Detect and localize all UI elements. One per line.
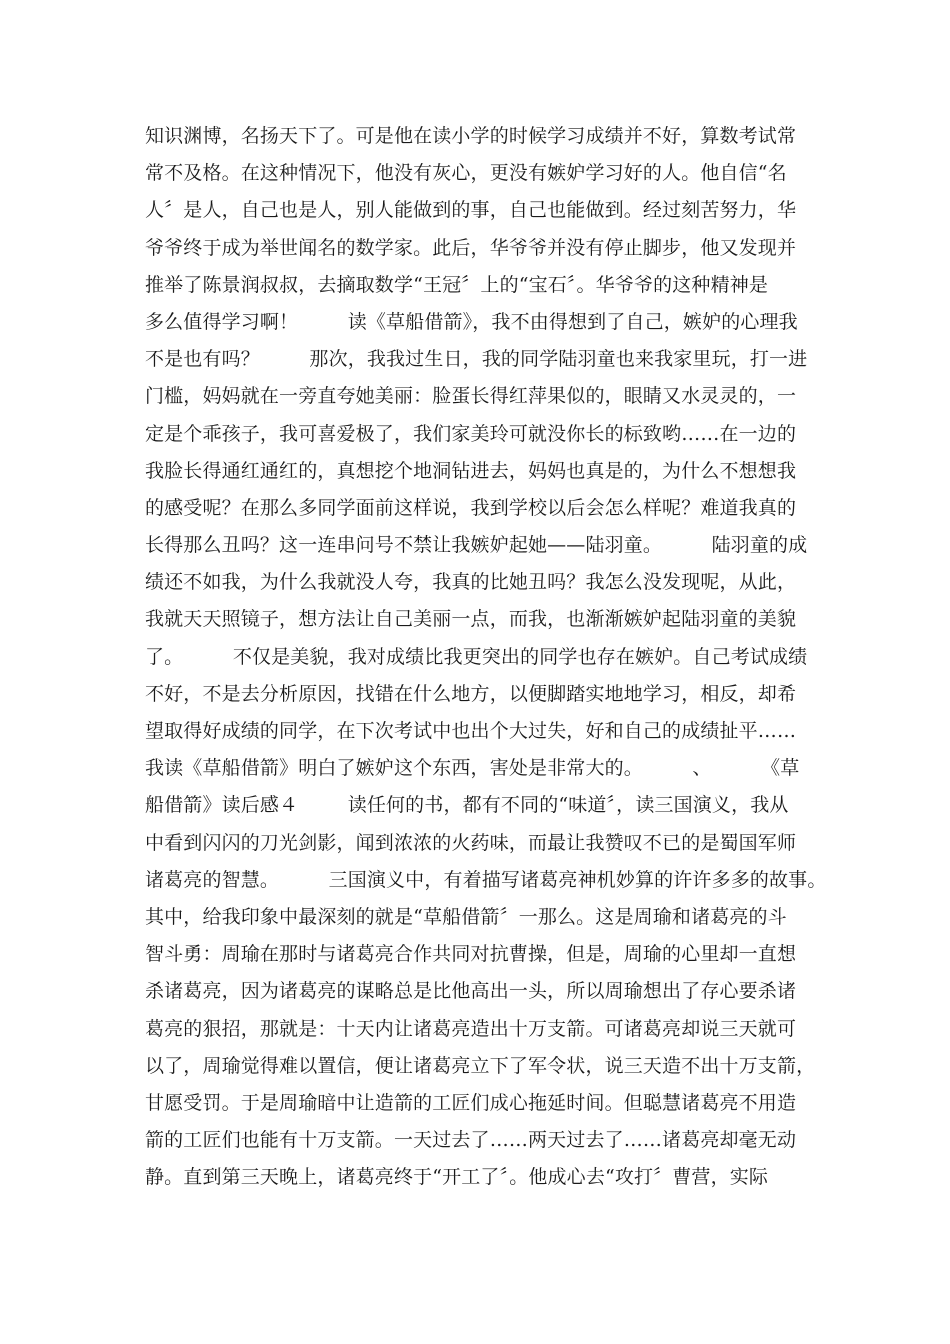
text-line: 多么值得学习啊！ 读《草船借箭》，我不由得想到了自己，嫉妒的心理我 bbox=[145, 310, 798, 333]
text-line: 我读《草船借箭》明白了嫉妒这个东西，害处是非常大的。 、 《草 bbox=[145, 757, 800, 780]
text-line: 知识渊博，名扬天下了。可是他在读小学的时候学习成绩并不好，算数考试常 bbox=[145, 125, 797, 147]
text-line: 人〞是人，自己也是人，别人能做到的事，自己也能做到。经过刻苦努力，华 bbox=[145, 199, 797, 222]
text-line: 不好，不是去分析原因，找错在什么地方，以便脚踏实地地学习，相反，却希 bbox=[145, 682, 797, 705]
text-line: 望取得好成绩的同学，在下次考试中也出个大过失，好和自己的成绩扯平…… bbox=[145, 720, 797, 742]
text-line: 的感受呢？在那么多同学面前这样说，我到学校以后会怎么样呢？难道我真的 bbox=[145, 496, 797, 519]
text-line: 葛亮的狠招，那就是：十天内让诸葛亮造出十万支箭。可诸葛亮却说三天就可 bbox=[145, 1017, 797, 1040]
text-line: 爷爷终于成为举世闻名的数学家。此后，华爷爷并没有停止脚步，他又发现并 bbox=[145, 236, 797, 259]
text-line: 船借箭》读后感４ 读任何的书，都有不同的“味道〞，读三国演义，我从 bbox=[145, 794, 789, 817]
text-line: 诸葛亮的智慧。 三国演义中，有着描写诸葛亮神机妙算的许许多多的故事。 bbox=[145, 868, 827, 891]
text-line: 智斗勇：周瑜在那时与诸葛亮合作共同对抗曹操，但是，周瑜的心里却一直想 bbox=[145, 943, 797, 966]
text-line: 杀诸葛亮，因为诸葛亮的谋略总是比他高出一头，所以周瑜想出了存心要杀诸 bbox=[145, 980, 797, 1003]
text-line: 甘愿受罚。于是周瑜暗中让造箭的工匠们成心拖延时间。但聪慧诸葛亮不用造 bbox=[145, 1091, 797, 1114]
text-line: 推举了陈景润叔叔，去摘取数学“王冠〞上的“宝石〞。华爷爷的这种精神是 bbox=[145, 273, 769, 296]
text-line: 箭的工匠们也能有十万支箭。一天过去了……两天过去了……诸葛亮却毫无动 bbox=[145, 1129, 797, 1152]
text-line: 静。直到第三天晚上，诸葛亮终于“开工了〞。他成心去“攻打〞曹营，实际 bbox=[145, 1166, 769, 1189]
text-line: 长得那么丑吗？这一连串问号不禁让我嫉妒起她——陆羽童。 陆羽童的成 bbox=[145, 534, 808, 557]
text-line: 我就天天照镜子，想方法让自己美丽一点，而我，也渐渐嫉妒起陆羽童的美貌 bbox=[145, 608, 797, 631]
text-line: 不是也有吗？ 那次，我我过生日，我的同学陆羽童也来我家里玩，打一进 bbox=[145, 348, 808, 371]
text-line: 定是个乖孩子，我可喜爱极了，我们家美玲可就没你长的标致哟……在一边的 bbox=[145, 422, 797, 445]
body-text bbox=[145, 118, 845, 1196]
text-line: 以了，周瑜觉得难以置信，便让诸葛亮立下了军令状，说三天造不出十万支箭， bbox=[145, 1054, 816, 1077]
text-line: 常不及格。在这种情况下，他没有灰心，更没有嫉妒学习好的人。他自信“名 bbox=[145, 162, 787, 185]
text-line: 了。 不仅是美貌，我对成绩比我更突出的同学也存在嫉妒。自己考试成绩 bbox=[145, 645, 808, 668]
text-line: 我脸长得通红通红的，真想挖个地洞钻进去，妈妈也真是的，为什么不想想我 bbox=[145, 459, 797, 482]
text-line: 门槛，妈妈就在一旁直夸她美丽：脸蛋长得红萍果似的，眼睛又水灵灵的，一 bbox=[145, 385, 797, 408]
text-line: 绩还不如我，为什么我就没人夸，我真的比她丑吗？我怎么没发现呢，从此， bbox=[145, 571, 797, 594]
text-line: 中看到闪闪的刀光剑影，闻到浓浓的火药味，而最让我赞叹不已的是蜀国军师 bbox=[145, 831, 797, 854]
text-line: 其中，给我印象中最深刻的就是“草船借箭〞一那么。这是周瑜和诸葛亮的斗 bbox=[145, 905, 787, 928]
